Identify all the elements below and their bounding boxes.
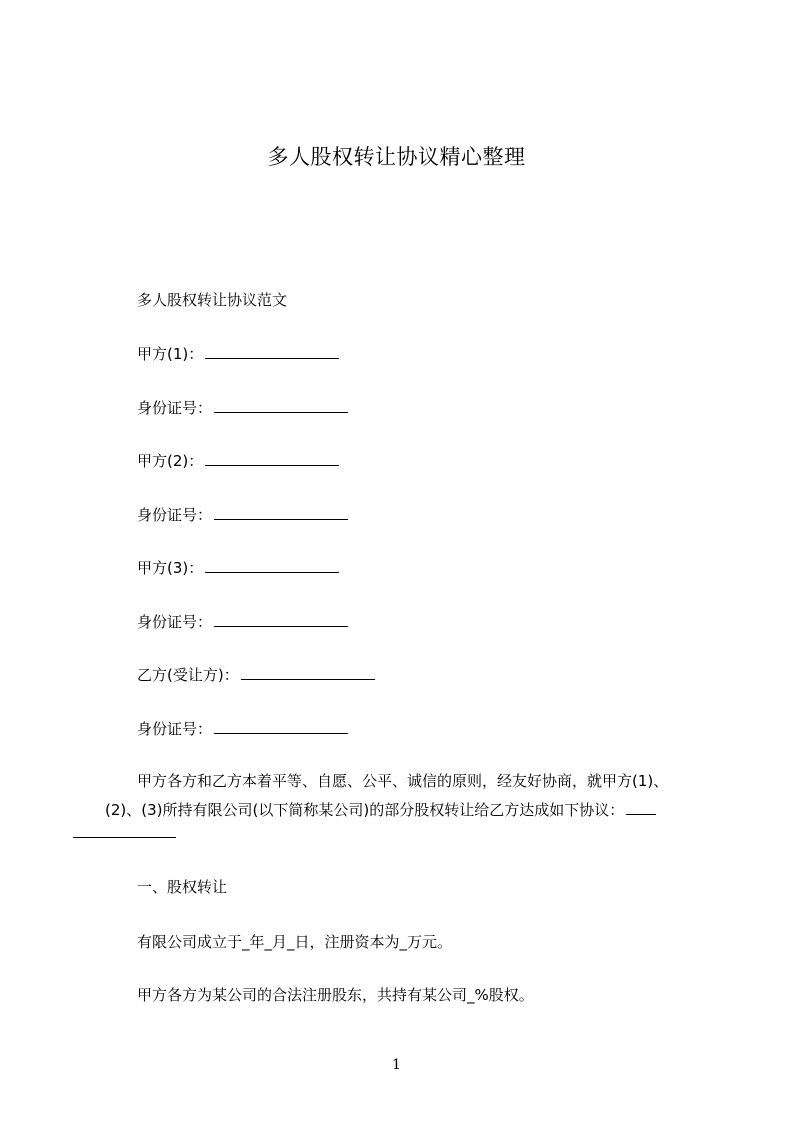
party-a2-id-blank: [214, 505, 348, 520]
party-a2-label: 甲方(2)：: [137, 452, 204, 470]
party-a2-id-label: 身份证号：: [137, 506, 213, 524]
party-a1-line: [137, 344, 339, 364]
party-a3-id-line: [137, 612, 348, 632]
party-a1-id-label: 身份证号：: [137, 399, 213, 417]
party-a2-id-line: [137, 505, 348, 525]
section-1-heading: 一、股权转让: [137, 878, 228, 896]
party-b-line: [137, 665, 375, 685]
intro-continuation-blank: [73, 825, 176, 838]
party-a1-id-line: [137, 398, 348, 418]
section-1-paragraph-2: 甲方各方为某公司的合法注册股东，共持有某公司_%股权。: [137, 986, 534, 1004]
party-a3-id-blank: [214, 612, 348, 627]
page-title: 多人股权转让协议精心整理: [267, 145, 526, 169]
party-a1-id-blank: [214, 398, 348, 413]
intro-text: 甲方各方和乙方本着平等、自愿、公平、诚信的原则，经友好协商，就甲方(1)、(2)、(3)所持有限公司(以下简称某公司)的部分股权转让给乙方达成如下协议：: [105, 772, 669, 819]
section-1-paragraph-1: 有限公司成立于_年_月_日，注册资本为_万元。: [137, 933, 453, 951]
intro-tail-blank: [626, 800, 656, 815]
party-a2-blank: [205, 451, 339, 466]
party-a3-blank: [205, 558, 339, 573]
party-a3-line: [137, 558, 339, 578]
party-b-id-label: 身份证号：: [137, 720, 213, 738]
document-subtitle: 多人股权转让协议范文: [137, 291, 288, 309]
party-a2-line: [137, 451, 339, 471]
page-number: 1: [392, 1057, 401, 1073]
party-b-id-blank: [214, 719, 348, 734]
party-b-id-line: [137, 719, 348, 739]
party-a1-label: 甲方(1)：: [137, 345, 204, 363]
party-a1-blank: [205, 344, 339, 359]
party-a3-id-label: 身份证号：: [137, 613, 213, 631]
party-a3-label: 甲方(3)：: [137, 559, 204, 577]
party-b-label: 乙方(受让方)：: [137, 666, 239, 684]
party-b-blank: [241, 665, 375, 680]
intro-paragraph: [105, 767, 697, 838]
